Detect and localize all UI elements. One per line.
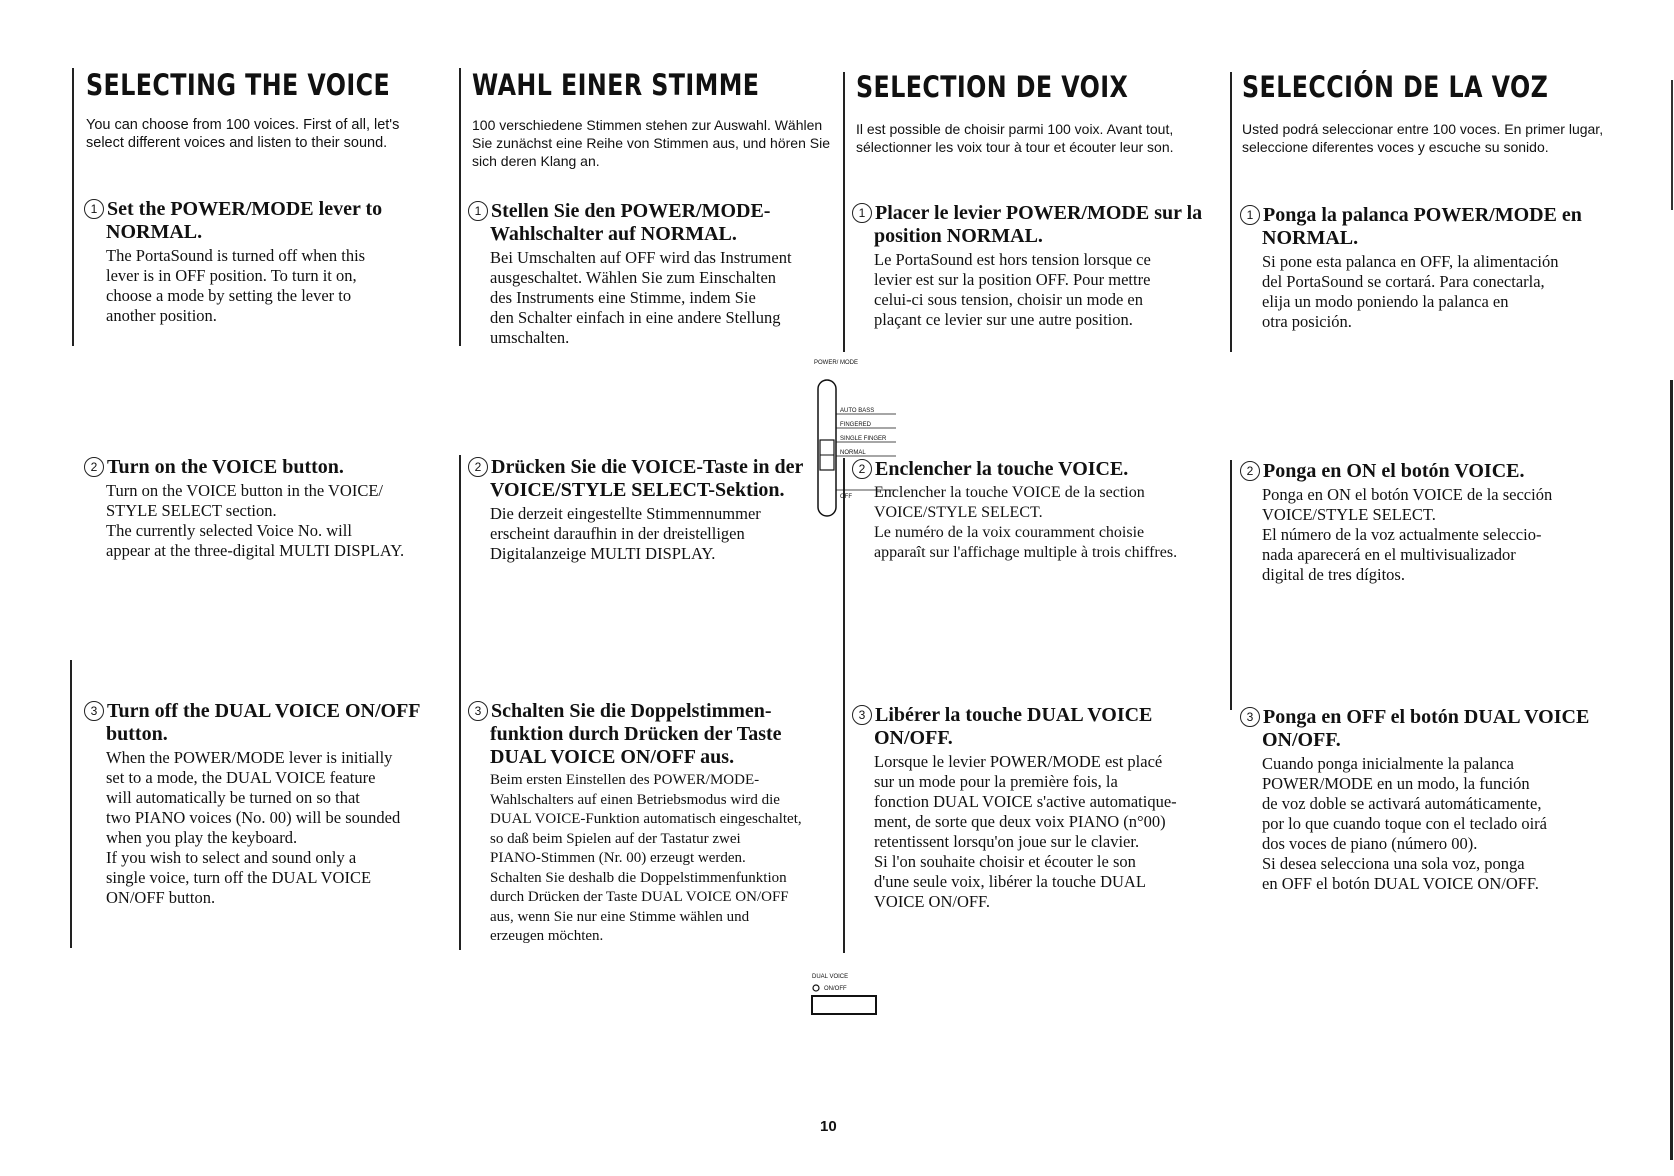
lever-position-single-finger: SINGLE FINGER: [840, 436, 887, 442]
step-number: 2: [468, 457, 488, 477]
column-rule-3-bottom: [843, 458, 845, 953]
step-number: 1: [852, 203, 872, 223]
step-2-english: [84, 456, 454, 561]
step-body: Lorsque le levier POWER/MODE est placé sur un mode pour la première fois, la fonction DUAL VOICE s'active automatique- ment, de sorte que deux voix PIANO (n°00) retentissent lorsqu'on joue sur le clavier. Si l'on souhaite choisir et écouter le son d'une seule voix, libérer la touche DUAL VOICE ON/OFF.: [874, 752, 1177, 911]
step-heading: 3 Ponga en OFF el botón DUAL VOICE ON/OFF.: [1240, 706, 1620, 752]
step-body: Le PortaSound est hors tension lorsque ce levier est sur la position OFF. Pour mettre celui-ci sous tension, choisir un mode en plaçant ce levier sur une autre position.: [874, 250, 1151, 329]
step-number: 3: [84, 701, 104, 721]
lever-position-normal: NORMAL: [840, 450, 866, 456]
step-heading: 1 Set the POWER/MODE lever to NORMAL.: [84, 198, 444, 244]
step-heading: 2 Enclencher la touche VOICE.: [852, 458, 1232, 481]
dual-voice-button-diagram: [810, 970, 890, 1020]
step-heading: 2 Turn on the VOICE button.: [84, 456, 454, 479]
column-rule-1-bottom: [70, 660, 72, 948]
lever-position-off: OFF: [840, 494, 852, 500]
intro-german: 100 verschiedene Stimmen stehen zur Auswahl. Wählen Sie zunächst eine Reihe von Stimmen aus, und hören Sie sich deren Klang an.: [472, 117, 830, 169]
intro-english: You can choose from 100 voices. First of all, let's select different voices and listen to their sound.: [86, 117, 400, 151]
heading-french: SELECTION DE VOIX: [856, 70, 1129, 104]
lever-position-fingered: FINGERED: [840, 422, 872, 428]
dual-voice-label: DUAL VOICE: [812, 974, 849, 980]
step-body: Si pone esta palanca en OFF, la alimentación del PortaSound se cortará. Para conectarla, elija un modo poniendo la palanca en otra posición.: [1262, 252, 1559, 331]
step-body: Bei Umschalten auf OFF wird das Instrument ausgeschaltet. Wählen Sie zum Einschalten des Instruments eine Stimme, indem Sie den Schalter einfach in eine andere Stellung umschalten.: [490, 248, 792, 347]
step-body: Ponga en ON el botón VOICE de la sección VOICE/STYLE SELECT. El número de la voz actualmente seleccio- nada aparecerá en el multivisualizador digital de tres dígitos.: [1262, 485, 1553, 584]
step-number: 1: [468, 201, 488, 221]
step-3-french: [852, 704, 1227, 912]
step-number: 3: [468, 701, 488, 721]
step-number: 3: [852, 705, 872, 725]
column-rule-4-top: [1230, 72, 1232, 352]
heading-english: SELECTING THE VOICE: [86, 68, 391, 102]
step-number: 3: [1240, 707, 1260, 727]
column-rule-2-top: [459, 68, 461, 346]
intro-french: Il est possible de choisir parmi 100 voix. Avant tout, sélectionner les voix tour à tour et écouter leur son.: [856, 121, 1174, 155]
step-3-spanish: [1240, 706, 1620, 894]
step-2-german: [468, 456, 838, 564]
step-3-english: [84, 700, 454, 908]
step-body: The PortaSound is turned off when this lever is in OFF position. To turn it on, choose a mode by setting the lever to another position.: [106, 246, 366, 325]
step-heading: 1 Stellen Sie den POWER/MODE-Wahlschalter auf NORMAL.: [468, 200, 838, 246]
step-heading: 2 Drücken Sie die VOICE-Taste in der VOICE/STYLE SELECT-Sektion.: [468, 456, 838, 502]
step-1-spanish: [1240, 204, 1620, 332]
page-number: 10: [820, 1118, 837, 1135]
dual-voice-sublabel: ON/OFF: [824, 986, 847, 992]
heading-spanish: SELECCIÓN DE LA VOZ: [1242, 70, 1549, 104]
step-number: 1: [1240, 205, 1260, 225]
column-rule-3-top: [843, 72, 845, 352]
step-heading: 1 Placer le levier POWER/MODE sur la position NORMAL.: [852, 202, 1227, 248]
step-heading: 3 Schalten Sie die Doppelstimmen-funktion durch Drücken der Taste DUAL VOICE ON/OFF aus.: [468, 700, 838, 769]
step-heading: 1 Ponga la palanca POWER/MODE en NORMAL.: [1240, 204, 1620, 250]
dual-voice-button: [812, 996, 876, 1014]
step-1-french: [852, 202, 1227, 330]
scan-edge-shadow: [1666, 0, 1674, 1176]
step-2-french: [852, 458, 1232, 563]
step-1-german: [468, 200, 838, 348]
step-body: Turn on the VOICE button in the VOICE/ STYLE SELECT section. The currently selected Voice No. will appear at the three-digital MULTI DISPLAY.: [106, 481, 405, 560]
step-number: 1: [84, 199, 104, 219]
column-rule-1-top: [72, 68, 74, 346]
step-heading: 3 Turn off the DUAL VOICE ON/OFF button.: [84, 700, 454, 746]
step-heading: 2 Ponga en ON el botón VOICE.: [1240, 460, 1620, 483]
lever-label: POWER/ MODE: [814, 360, 859, 366]
column-rule-2-bottom: [459, 455, 461, 950]
intro-spanish: Usted podrá seleccionar entre 100 voces. En primer lugar, seleccione diferentes voces y escuche su sonido.: [1242, 121, 1604, 155]
step-number: 2: [84, 457, 104, 477]
step-number: 2: [1240, 461, 1260, 481]
step-2-spanish: [1240, 460, 1620, 585]
step-body: Beim ersten Einstellen des POWER/MODE- Wahlschalters auf einen Betriebsmodus wird die DUAL VOICE-Funktion automatisch eingeschaltet, so daß beim Spielen auf der Tastatur zwei PIANO-Stimmen (Nr. 00) erzeugt werden. Schalten Sie deshalb die Doppelstimmenfunktion durch Drücken der Taste DUAL VOICE ON/OFF aus, wenn Sie nur eine Stimme wählen und erzeugen möchten.: [490, 772, 802, 944]
step-body: Cuando ponga inicialmente la palanca POWER/MODE en un modo, la función de voz doble se activará automáticamente, por lo que cuando toque con el teclado oirá dos voces de piano (número 00). Si desea selecciona una sola voz, ponga en OFF el botón DUAL VOICE ON/OFF.: [1262, 754, 1547, 893]
lever-position-auto-bass: AUTO BASS: [840, 408, 875, 414]
step-3-german: [468, 700, 838, 947]
dual-voice-led: [813, 985, 819, 991]
step-1-english: [84, 198, 444, 326]
step-body: When the POWER/MODE lever is initially set to a mode, the DUAL VOICE feature will automatically be turned on so that two PIANO voices (No. 00) will be sounded when you play the keyboard. If you wish to select and sound only a single voice, turn off the DUAL VOICE ON/OFF button.: [106, 748, 401, 907]
power-mode-lever-diagram: [808, 356, 904, 518]
heading-german: WAHL EINER STIMME: [472, 68, 760, 102]
step-body: Die derzeit eingestellte Stimmennummer erscheint daraufhin in der dreistelligen Digitalanzeige MULTI DISPLAY.: [490, 504, 761, 563]
step-number: 2: [852, 459, 872, 479]
step-body: Enclencher la touche VOICE de la section VOICE/STYLE SELECT. Le numéro de la voix couramment choisie apparaît sur l'affichage multiple à trois chiffres.: [874, 484, 1178, 561]
step-heading: 3 Libérer la touche DUAL VOICE ON/OFF.: [852, 704, 1227, 750]
